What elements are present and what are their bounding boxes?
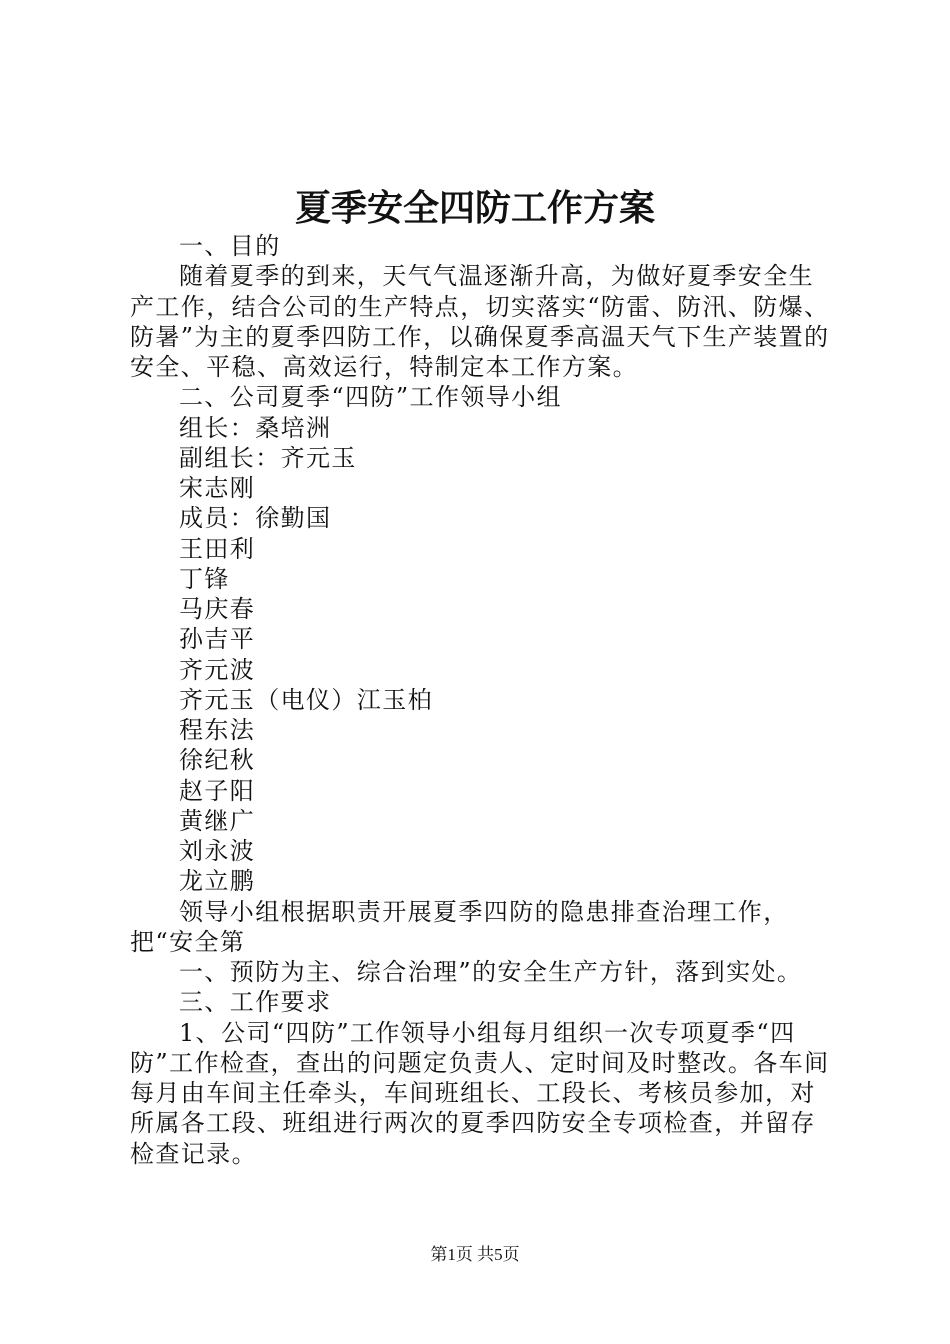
member-name: 宋志刚 [179, 474, 256, 502]
member-name: 程东法 [179, 716, 256, 744]
document-title: 夏季安全四防工作方案 [294, 187, 655, 229]
member-name: 齐元玉（电仪）江玉柏 [179, 685, 433, 714]
member-name: 龙立鹏 [179, 867, 256, 896]
member-name: 孙吉平 [179, 625, 256, 654]
members-line: 成员：徐勤国 [179, 504, 332, 533]
member-name: 齐元波 [179, 655, 256, 684]
member-name: 赵子阳 [179, 776, 256, 805]
purpose-paragraph: 随着夏季的到来，天气气温逐渐升高，为做好夏季安全生产工作，结合公司的生产特点，切实落实“防雷、防汛、防爆、防暑”为主的夏季四防工作，以确保夏季高温天气下生产装置的安全、平稳、高效运行，特制定本工作方案。 [130, 262, 830, 381]
member-name: 刘永波 [179, 837, 256, 865]
member-name: 丁锋 [179, 564, 230, 593]
member-name: 王田利 [179, 534, 256, 563]
leadership-duty-paragraph: 领导小组根据职责开展夏季四防的隐患排查治理工作，把“安全第 [130, 897, 789, 956]
group-leader-line: 组长：桑培洲 [179, 413, 332, 442]
requirement-item-1: 1、公司“四防”工作领导小组每月组织一次专项夏季“四防”工作检查，查出的问题定负责人、定时间及时整改。各车间每月由车间主任牵头，车间班组长、工段长、考核员参加，对所属各工段、班组进行两次的夏季四防安全专项检查，并留存检查记录。 [130, 1018, 830, 1168]
document-body [130, 231, 836, 1169]
member-name: 黄继广 [179, 806, 256, 835]
safety-policy-paragraph: 一、预防为主、综合治理”的安全生产方针，落到实处。 [179, 958, 803, 986]
section-heading-leadership-group: 二、公司夏季“四防”工作领导小组 [179, 383, 562, 412]
member-name: 马庆春 [179, 595, 256, 623]
section-heading-purpose: 一、目的 [179, 232, 281, 260]
section-heading-requirements: 三、工作要求 [179, 988, 332, 1017]
deputy-leader-line: 副组长：齐元玉 [179, 443, 357, 472]
member-name: 徐纪秋 [179, 746, 256, 775]
page-number-footer: 第1页 共5页 [430, 1245, 520, 1264]
